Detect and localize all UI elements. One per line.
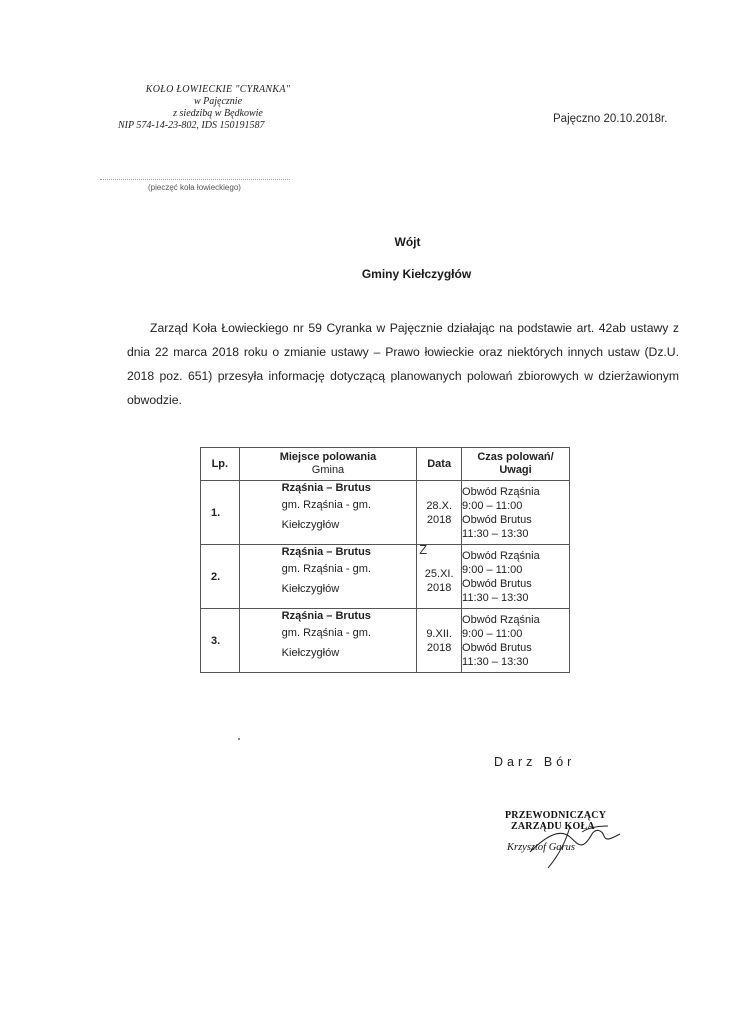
row-date: [417, 481, 462, 545]
addressee-office: Gminy Kiełczygłów: [361, 267, 472, 281]
row-number: 1.: [201, 481, 240, 545]
signature-name: Krzysztof Garus: [507, 842, 575, 853]
header-time: [462, 448, 570, 481]
time-line: 11:30 – 13:30: [462, 591, 529, 604]
time-line: 11:30 – 13:30: [462, 527, 529, 540]
header-date: Data: [417, 448, 462, 481]
time-line: Obwód Rząśnia: [462, 549, 540, 562]
time-line: Obwód Brutus: [462, 577, 532, 590]
row-time: [462, 545, 570, 609]
row-time: [462, 481, 570, 545]
place-gmina-2: Kiełczygłów: [281, 583, 340, 595]
header-time-sub: Uwagi: [499, 464, 532, 476]
date-day: 28.X.: [426, 499, 452, 512]
table-row: [201, 545, 570, 609]
hunt-schedule-table: [200, 447, 570, 673]
signature-title-1: PRZEWODNICZĄCY: [505, 810, 607, 821]
date-year: 2018: [426, 513, 452, 526]
row-time: [462, 609, 570, 673]
letter-body: [127, 316, 679, 412]
stamp-line-name: KOŁO ŁOWIECKIE "CYRANKA": [145, 84, 291, 95]
row-place: [239, 481, 417, 545]
date-day: 25.XI.: [424, 567, 454, 580]
place-gmina: gm. Rząśnia - gm.: [281, 563, 371, 575]
header-time-main: Czas polowań/: [477, 451, 554, 463]
addressee-title: Wójt: [394, 235, 421, 249]
place-date: Pajęczno 20.10.2018r.: [553, 113, 668, 125]
place-name: Rząśnia – Brutus: [281, 482, 371, 494]
seal-caption: (pieczęć koła łowieckiego): [148, 183, 241, 192]
stray-dot: [238, 738, 240, 740]
time-line: 9:00 – 11:00: [462, 627, 523, 640]
date-year: 2018: [426, 641, 452, 654]
row-number: 3.: [201, 609, 240, 673]
row-date: [417, 542, 462, 609]
place-name: Rząśnia – Brutus: [281, 610, 371, 622]
place-name: Rząśnia – Brutus: [281, 546, 371, 558]
time-line: Obwód Rząśnia: [462, 613, 540, 626]
stamp-line-seat: z siedzibą w Będkowie: [173, 108, 263, 119]
time-line: Obwód Brutus: [462, 641, 532, 654]
handwritten-signature-icon: [500, 812, 630, 872]
place-gmina-2: Kiełczygłów: [281, 647, 340, 659]
row-place: [239, 545, 417, 609]
header-place-sub: Gmina: [311, 464, 345, 476]
signature-title-2: ZARZĄDU KOŁA: [511, 821, 595, 832]
body-paragraph: Zarząd Koła Łowieckiego nr 59 Cyranka w Pajęcznie działając na podstawie art. 42ab ustawy z dnia 22 marca 2018 roku o zmianie ustawy – Prawo łowieckie oraz niektórych innych ustaw (Dz.U. 2018 poz. 651) przesyła informację dotyczącą planowanych polowań zbiorowych w dzierżawionym obwodzie.: [127, 321, 679, 407]
time-line: Obwód Brutus: [462, 513, 532, 526]
row-number: 2.: [201, 545, 240, 609]
place-gmina: gm. Rząśnia - gm.: [281, 499, 371, 511]
stamp-line-city: w Pajęcznie: [193, 96, 243, 107]
row-date: [417, 609, 462, 673]
date-year: 2018: [426, 581, 452, 594]
time-line: Obwód Rząśnia: [462, 485, 540, 498]
closing-greeting: Darz Bór: [494, 755, 576, 769]
header-lp: Lp.: [201, 448, 240, 481]
date-day: 9.XII.: [426, 627, 452, 640]
place-gmina-2: Kiełczygłów: [281, 519, 340, 531]
handwritten-mark: Z: [419, 542, 428, 557]
stamp-line-nip: NIP 574-14-23-802, IDS 150191587: [118, 120, 265, 131]
table-row: [201, 481, 570, 545]
club-stamp: [118, 84, 318, 132]
time-line: 9:00 – 11:00: [462, 563, 523, 576]
header-place: [239, 448, 417, 481]
row-place: [239, 609, 417, 673]
time-line: 11:30 – 13:30: [462, 655, 529, 668]
table-header-row: [201, 448, 570, 481]
header-place-main: Miejsce polowania: [279, 451, 377, 463]
seal-line: [100, 179, 290, 180]
table-row: [201, 609, 570, 673]
time-line: 9:00 – 11:00: [462, 499, 523, 512]
place-gmina: gm. Rząśnia - gm.: [281, 627, 371, 639]
